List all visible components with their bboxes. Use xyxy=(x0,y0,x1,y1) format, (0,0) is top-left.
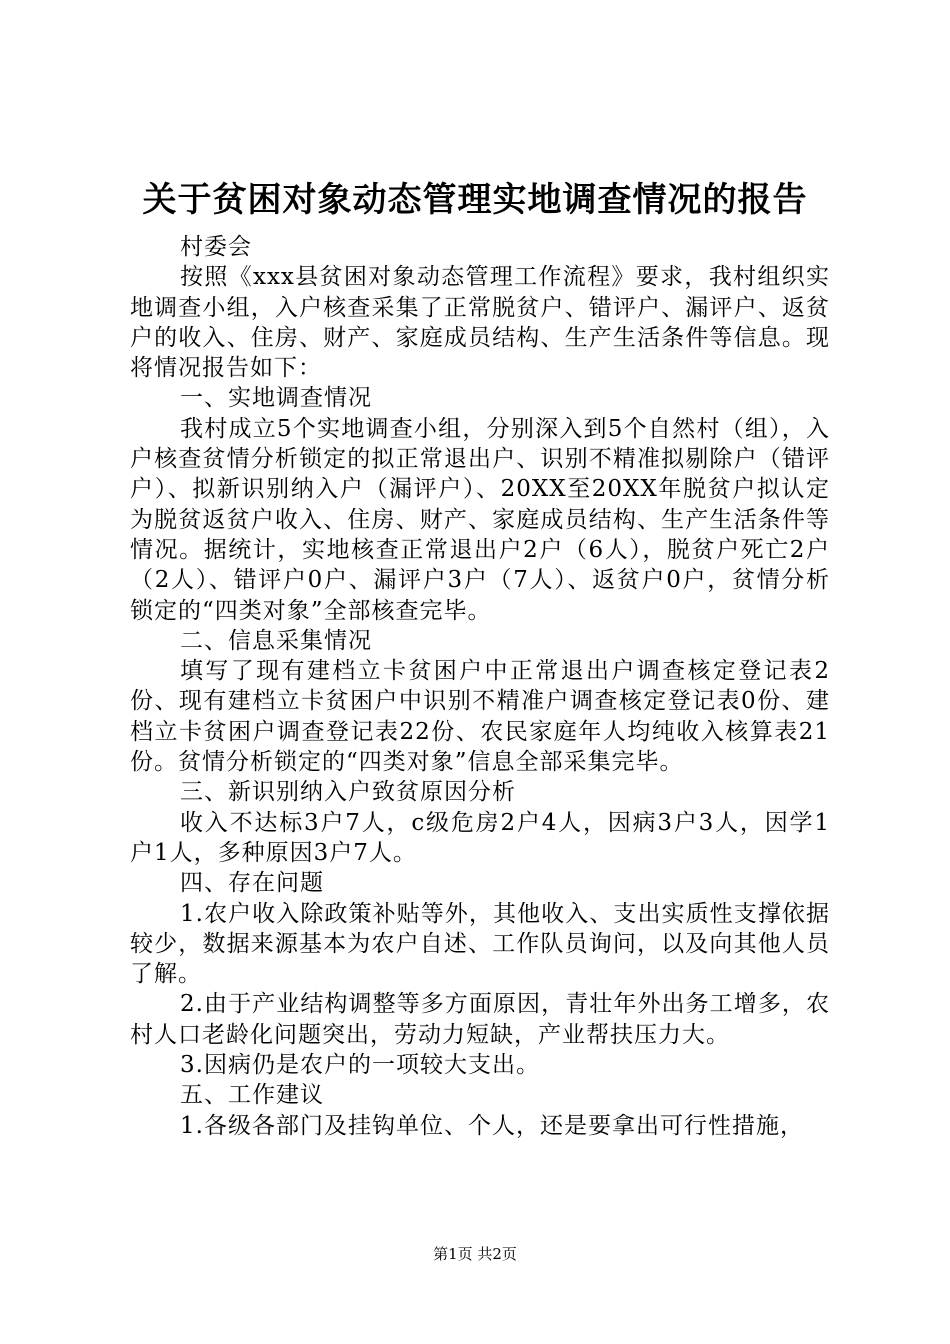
page-number: 第1页 共2页 xyxy=(433,1245,517,1263)
section-heading-3: 三、新识别纳入户致贫原因分析 xyxy=(180,779,516,806)
document-title: 关于贫困对象动态管理实地调查情况的报告 xyxy=(142,180,808,220)
problem-item-2: 2.由于产业结构调整等多方面原因，青壮年外出务工增多，农村人口老龄化问题突出，劳动力短缺，产业帮扶压力大。 xyxy=(130,991,830,1048)
section-heading-4: 四、存在问题 xyxy=(180,870,324,897)
section-paragraph-3: 收入不达标3户7人，c级危房2户4人，因病3户3人，因学1户1人，多种原因3户7人。 xyxy=(130,809,830,866)
section-heading-5: 五、工作建议 xyxy=(180,1082,324,1109)
salutation: 村委会 xyxy=(180,234,252,260)
suggestion-item-1: 1.各级各部门及挂钩单位、个人，还是要拿出可行性措施， xyxy=(180,1112,804,1139)
section-paragraph-2: 填写了现有建档立卡贫困户中正常退出户调查核定登记表2份、现有建档立卡贫困户中识别不精准户调查核定登记表0份、建档立卡贫困户调查登记表22份、农民家庭年人均纯收入核算表21份。贫情分析锁定的“四类对象”信息全部采集完毕。 xyxy=(130,658,830,776)
document-body xyxy=(130,232,830,1141)
section-heading-2: 二、信息采集情况 xyxy=(180,627,372,654)
problem-item-3: 3.因病仍是农户的一项较大支出。 xyxy=(180,1052,540,1079)
section-heading-1: 一、实地调查情况 xyxy=(180,385,372,412)
intro-paragraph: 按照《xxx县贫困对象动态管理工作流程》要求，我村组织实地调查小组，入户核查采集了正常脱贫户、错评户、漏评户、返贫户的收入、住房、财产、家庭成员结构、生产生活条件等信息。现将情况报告如下： xyxy=(130,264,830,382)
section-paragraph-1: 我村成立5个实地调查小组，分别深入到5个自然村（组），入户核查贫情分析锁定的拟正常退出户、识别不精准拟剔除户（错评户）、拟新识别纳入户（漏评户）、20XX至20XX年脱贫户拟认定为脱贫返贫户收入、住房、财产、家庭成员结构、生产生活条件等情况。据统计，实地核查正常退出户2户（6人），脱贫户死亡2户（2人）、错评户0户、漏评户3户（7人）、返贫户0户，贫情分析锁定的“四类对象”全部核查完毕。 xyxy=(130,415,830,624)
problem-item-1: 1.农户收入除政策补贴等外，其他收入、支出实质性支撑依据较少，数据来源基本为农户自述、工作队员询问，以及向其他人员了解。 xyxy=(130,900,830,988)
